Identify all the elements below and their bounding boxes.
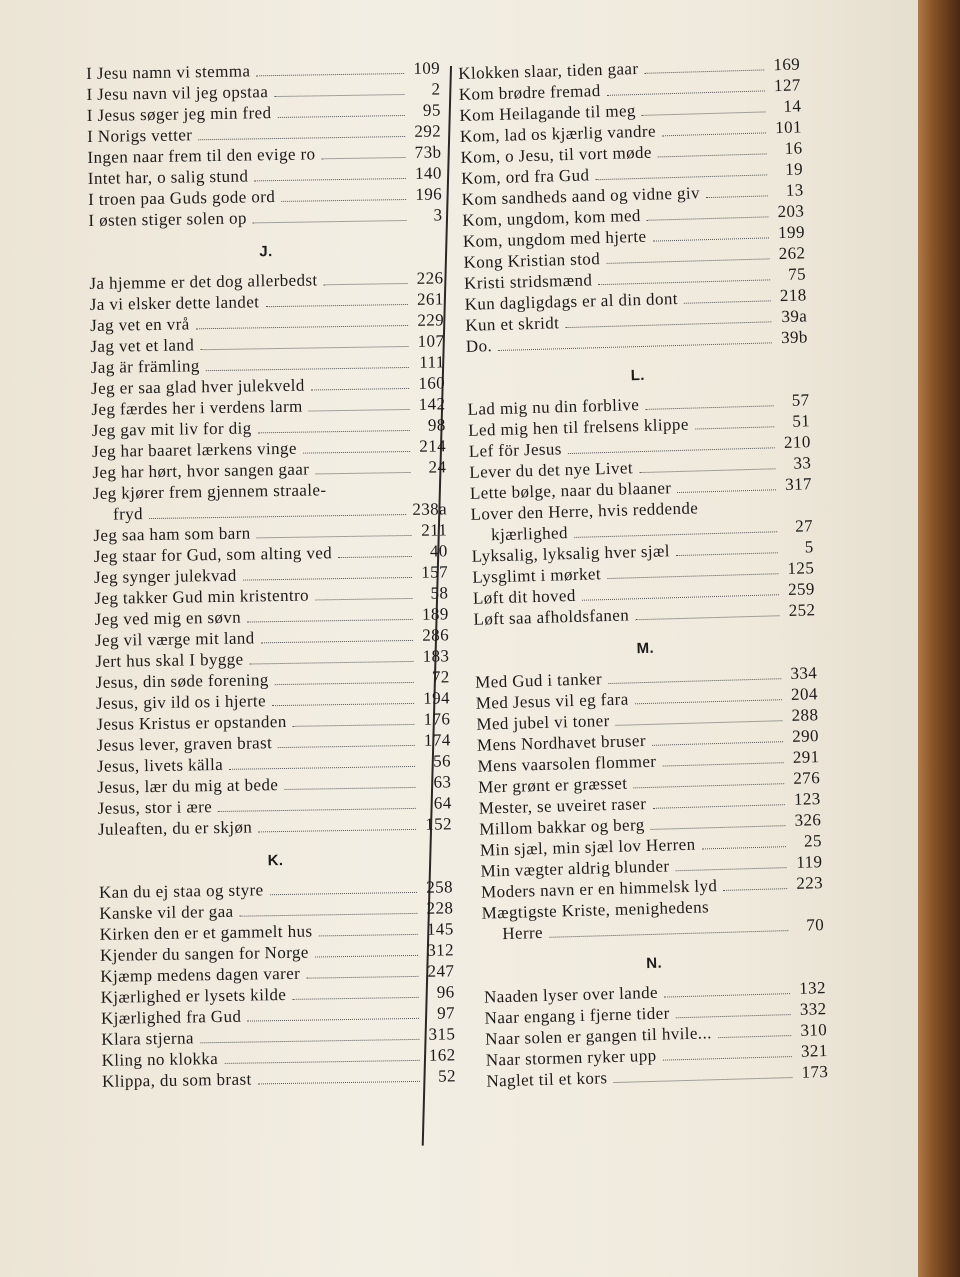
leader-dots bbox=[315, 598, 412, 601]
entry-title: Naaden lyser over lande bbox=[483, 982, 659, 1007]
leader-dots bbox=[652, 804, 784, 809]
index-entry bbox=[102, 1066, 456, 1093]
leader-dots bbox=[664, 993, 790, 998]
leader-dots bbox=[702, 846, 786, 849]
entry-title: Lysglimt i mørket bbox=[472, 564, 602, 587]
entry-page-number: 261 bbox=[416, 289, 444, 309]
entry-title: Lyksalig, lyksalig hver sjæl bbox=[471, 541, 671, 566]
leader-dots bbox=[256, 73, 404, 76]
entry-page-number: 2 bbox=[431, 79, 441, 99]
entry-page-number: 276 bbox=[793, 768, 821, 788]
entry-page-number: 14 bbox=[783, 96, 802, 116]
entry-page-number: 58 bbox=[430, 583, 449, 603]
entry-title: I Jesus søger jeg min fred bbox=[86, 103, 272, 125]
entry-page-number: 39b bbox=[780, 327, 809, 348]
entry-title: Jeg er saa glad hver julekveld bbox=[90, 375, 305, 398]
entry-page-number: 262 bbox=[778, 243, 806, 264]
leader-dots bbox=[706, 195, 768, 198]
entry-page-number: 315 bbox=[428, 1024, 456, 1044]
entry-title: Kom, lad os kjærlig vandre bbox=[459, 121, 657, 146]
entry-page-number: 176 bbox=[423, 709, 451, 729]
entry-title: Med Gud i tanker bbox=[475, 669, 603, 692]
leader-dots bbox=[247, 1018, 419, 1022]
entry-title: Klara stjerna bbox=[101, 1028, 194, 1049]
entry-page-number: 223 bbox=[796, 873, 824, 893]
leader-dots bbox=[613, 1077, 792, 1083]
leader-dots bbox=[250, 661, 414, 665]
entry-title: Jesus, din søde forening bbox=[95, 670, 269, 692]
entry-title: Mens vaarsolen flommer bbox=[477, 751, 657, 776]
entry-page-number: 142 bbox=[418, 394, 446, 414]
wrapped-entry bbox=[481, 894, 824, 946]
entry-title: Jesus, giv ild os i hjerte bbox=[95, 691, 267, 713]
entry-page-number: 317 bbox=[784, 474, 813, 495]
entry-title: Mester, se uveiret raser bbox=[478, 794, 647, 818]
left-column bbox=[86, 58, 456, 1092]
entry-page-number: 96 bbox=[436, 982, 455, 1002]
leader-dots bbox=[647, 216, 769, 220]
entry-page-number: 98 bbox=[427, 415, 446, 435]
leader-dots bbox=[684, 300, 771, 303]
entry-page-number: 25 bbox=[803, 831, 823, 851]
entry-page-number: 140 bbox=[414, 163, 442, 183]
entry-page-number: 214 bbox=[419, 436, 447, 456]
leader-dots bbox=[338, 556, 412, 558]
entry-title: Jesus, stor i ære bbox=[97, 797, 213, 818]
entry-page-number: 19 bbox=[784, 159, 804, 179]
leader-dots bbox=[723, 888, 787, 891]
leader-dots bbox=[206, 367, 409, 371]
entry-title: Med jubel vi toner bbox=[476, 711, 610, 734]
entry-title: Kristi stridsmænd bbox=[463, 270, 593, 293]
entry-title: Juleaften, du er skjøn bbox=[97, 817, 253, 839]
leader-dots bbox=[277, 115, 404, 118]
entry-title: Med Jesus vil eg fara bbox=[475, 689, 629, 713]
leader-dots bbox=[642, 111, 766, 115]
leader-dots bbox=[598, 279, 770, 285]
entry-page-number: 228 bbox=[426, 898, 454, 918]
leader-dots bbox=[198, 136, 405, 140]
entry-page-number: 5 bbox=[804, 537, 814, 557]
entry-page-number: 125 bbox=[787, 558, 815, 578]
entry-page-number: 52 bbox=[437, 1066, 457, 1086]
leader-dots bbox=[645, 405, 773, 410]
leader-dots bbox=[149, 514, 406, 519]
entry-title: Jeg har hørt, hvor sangen gaar bbox=[92, 459, 310, 482]
group-k-tail bbox=[458, 54, 808, 357]
entry-title: Ja vi elsker dette landet bbox=[89, 292, 260, 314]
entry-page-number: 70 bbox=[806, 915, 825, 935]
entry-title: Kanske vil der gaa bbox=[99, 901, 234, 923]
entry-title: I troen paa Guds gode ord bbox=[87, 187, 276, 209]
entry-title: Lad mig nu din forblive bbox=[467, 395, 640, 419]
leader-dots bbox=[606, 258, 769, 264]
entry-title: Klippa, du som brast bbox=[101, 1069, 252, 1091]
entry-title: Kom sandheds aand og vidne giv bbox=[461, 183, 701, 209]
entry-page-number: 326 bbox=[794, 810, 822, 830]
entry-page-number: 97 bbox=[436, 1003, 456, 1023]
entry-title: Do. bbox=[465, 336, 493, 356]
leader-dots bbox=[257, 535, 412, 538]
right-column bbox=[458, 54, 829, 1092]
entry-title-continued: fryd bbox=[112, 504, 144, 524]
leader-dots bbox=[253, 220, 407, 223]
section-j-entries bbox=[89, 268, 446, 484]
entry-title: Jeg vil værge mit land bbox=[94, 628, 255, 650]
leader-dots bbox=[662, 132, 766, 136]
entry-title: Jag vet en vrå bbox=[89, 314, 190, 335]
leader-dots bbox=[281, 199, 406, 202]
entry-title: Lover den Herre, hvis reddende bbox=[470, 498, 699, 524]
entry-title: Mens Nordhavet bruser bbox=[476, 731, 647, 755]
entry-title: Klokken slaar, tiden gaar bbox=[458, 58, 639, 83]
entry-page-number: 334 bbox=[790, 663, 818, 683]
entry-title: Jeg takker Gud min kristentro bbox=[94, 585, 310, 608]
entry-page-number: 173 bbox=[801, 1062, 829, 1082]
entry-page-number: 286 bbox=[422, 625, 450, 645]
leader-dots bbox=[498, 342, 772, 351]
leader-dots bbox=[254, 178, 406, 181]
entry-page-number: 63 bbox=[433, 772, 452, 792]
entry-page-number: 291 bbox=[792, 747, 820, 767]
entry-page-number: 321 bbox=[800, 1041, 828, 1061]
entry-title: Løft dit hoved bbox=[472, 585, 577, 608]
leader-dots bbox=[635, 699, 782, 704]
entry-page-number: 194 bbox=[423, 688, 451, 708]
leader-dots bbox=[582, 594, 779, 601]
leader-dots bbox=[247, 619, 413, 623]
entry-title: Kom brødre fremad bbox=[458, 81, 601, 104]
leader-dots bbox=[676, 552, 778, 556]
entry-page-number: 39a bbox=[781, 306, 808, 327]
entry-title: Kong Kristian stod bbox=[463, 249, 601, 272]
entry-page-number: 145 bbox=[426, 919, 454, 939]
leader-dots bbox=[608, 678, 781, 684]
entry-title: Jesus lever, graven brast bbox=[96, 733, 273, 755]
entry-title: I Jesu namn vi stemma bbox=[86, 61, 251, 83]
entry-page-number: 72 bbox=[431, 667, 450, 687]
entry-page-number: 51 bbox=[792, 411, 811, 431]
section-n-entries bbox=[484, 978, 829, 1093]
entry-page-number: 127 bbox=[773, 75, 801, 96]
leader-dots bbox=[200, 346, 408, 350]
entry-title: Løft saa afholdsfanen bbox=[473, 605, 630, 629]
entry-page-number: 152 bbox=[425, 814, 453, 834]
entry-page-number: 157 bbox=[421, 562, 449, 582]
entry-title-continued: Herre bbox=[502, 922, 544, 944]
entry-title: Jesus, lær du mig at bede bbox=[97, 775, 279, 797]
entry-page-number: 33 bbox=[793, 453, 812, 473]
entry-page-number: 252 bbox=[788, 600, 816, 620]
entry-page-number: 229 bbox=[417, 310, 445, 330]
entry-page-number: 183 bbox=[422, 646, 450, 666]
entry-title: Kom, ord fra Gud bbox=[460, 165, 590, 188]
leader-dots bbox=[224, 1060, 419, 1064]
entry-page-number: 123 bbox=[793, 789, 821, 809]
entry-title: Naar solen er gangen til hvile... bbox=[484, 1023, 712, 1049]
entry-title: Kjæmp medens dagen varer bbox=[100, 963, 301, 986]
section-letter-m: M. bbox=[636, 639, 655, 658]
leader-dots bbox=[265, 304, 407, 307]
entry-title: Kjærlighed er lysets kilde bbox=[100, 984, 287, 1007]
entry-title: Ja hjemme er det dog allerbedst bbox=[89, 270, 318, 293]
entry-title: Lever du det nye Livet bbox=[469, 458, 634, 482]
entry-page-number: 119 bbox=[796, 852, 823, 872]
entry-page-number: 290 bbox=[791, 726, 820, 746]
leader-dots bbox=[218, 808, 416, 812]
leader-dots bbox=[324, 283, 408, 285]
leader-dots bbox=[662, 762, 783, 766]
leader-dots bbox=[275, 682, 414, 685]
leader-dots bbox=[229, 766, 415, 770]
entry-title: Min sjæl, min sjæl lov Herren bbox=[479, 834, 696, 860]
entry-title: I østen stiger solen op bbox=[88, 208, 247, 230]
section-letter-l: L. bbox=[630, 366, 646, 385]
entry-title: Intet har, o salig stund bbox=[87, 166, 249, 188]
leader-dots bbox=[258, 1081, 420, 1085]
entry-page-number: 332 bbox=[799, 999, 827, 1019]
entry-title: Min vægter aldrig blunder bbox=[480, 856, 670, 881]
leader-dots bbox=[695, 426, 774, 429]
entry-page-number: 199 bbox=[777, 222, 806, 243]
section-letter-n: N. bbox=[646, 954, 663, 973]
entry-title: Jag är främling bbox=[90, 356, 200, 377]
leader-dots bbox=[676, 1014, 791, 1018]
entry-page-number: 238a bbox=[412, 499, 448, 519]
leader-dots bbox=[315, 472, 410, 474]
leader-dots bbox=[274, 94, 404, 97]
entry-title: Kling no klokka bbox=[101, 1049, 219, 1070]
entry-page-number: 226 bbox=[416, 268, 444, 288]
leader-dots bbox=[639, 468, 775, 473]
leader-dots bbox=[568, 447, 775, 454]
entry-page-number: 109 bbox=[413, 58, 441, 78]
entry-title: Kom, o Jesu, til vort møde bbox=[460, 142, 653, 167]
entry-page-number: 95 bbox=[422, 100, 441, 120]
leader-dots bbox=[284, 787, 415, 790]
entry-title: Mer grønt er græsset bbox=[477, 773, 628, 797]
section-m-entries bbox=[475, 663, 823, 903]
wrapped-entry bbox=[93, 478, 448, 526]
leader-dots bbox=[595, 174, 767, 180]
entry-title: Mægtigste Kriste, menighedens bbox=[481, 897, 710, 923]
leader-dots bbox=[306, 976, 418, 979]
entry-page-number: 196 bbox=[415, 184, 443, 204]
entry-title: Kom, ungdom, kom med bbox=[462, 205, 642, 230]
leader-dots bbox=[272, 703, 414, 706]
entry-title: Moders navn er en himmelsk lyd bbox=[480, 876, 718, 902]
leader-dots bbox=[607, 90, 765, 95]
entry-title: Led mig hen til frelsens klippe bbox=[467, 414, 690, 440]
entry-page-number: 162 bbox=[428, 1045, 456, 1065]
leader-dots bbox=[676, 867, 787, 871]
leader-dots bbox=[200, 1039, 419, 1043]
entry-title: Naar stormen ryker upp bbox=[485, 1045, 657, 1070]
leader-dots bbox=[549, 930, 788, 938]
entry-page-number: 247 bbox=[427, 961, 455, 981]
leader-dots bbox=[261, 640, 413, 643]
leader-dots bbox=[633, 783, 784, 788]
leader-dots bbox=[607, 573, 778, 579]
leader-dots bbox=[652, 741, 783, 746]
entry-title: Naglet til et kors bbox=[486, 1068, 608, 1091]
entry-title: Jeg færdes her i verdens larm bbox=[91, 396, 303, 419]
index-entry bbox=[98, 814, 452, 841]
leader-dots bbox=[616, 720, 783, 726]
entry-page-number: 101 bbox=[774, 117, 803, 138]
entry-page-number: 107 bbox=[417, 331, 445, 351]
entry-page-number: 16 bbox=[784, 138, 803, 158]
entry-page-number: 218 bbox=[779, 285, 807, 306]
leader-dots bbox=[315, 955, 418, 958]
leader-dots bbox=[635, 615, 779, 620]
entry-title: Jeg gav mit liv for dig bbox=[91, 418, 252, 440]
entry-page-number: 174 bbox=[423, 730, 451, 750]
entry-page-number: 3 bbox=[433, 205, 443, 225]
leader-dots bbox=[293, 724, 415, 727]
leader-dots bbox=[718, 1035, 791, 1038]
entry-page-number: 189 bbox=[421, 604, 449, 624]
leader-dots bbox=[677, 489, 776, 493]
entry-title: Kom, ungdom med hjerte bbox=[462, 226, 647, 251]
entry-title: Kan du ej staa og styre bbox=[98, 880, 264, 902]
leader-dots bbox=[270, 892, 417, 895]
leader-dots bbox=[196, 325, 408, 329]
entry-title: Kun et skridt bbox=[465, 313, 560, 335]
group-i-tail bbox=[86, 58, 443, 232]
entry-title: I Jesu navn vil jeg opstaa bbox=[86, 82, 269, 104]
entry-page-number: 75 bbox=[787, 264, 807, 284]
section-letter-j: J. bbox=[259, 243, 273, 261]
entry-title: Jeg har baaret lærkens vinge bbox=[91, 438, 297, 461]
entry-title: Kom Heilagande til meg bbox=[459, 101, 637, 125]
entry-title: Naar engang i fjerne tider bbox=[484, 1003, 670, 1028]
entry-title: Jert hus skal I bygge bbox=[95, 649, 244, 671]
entry-title: Jag vet et land bbox=[90, 335, 195, 356]
leader-dots bbox=[322, 157, 406, 159]
leader-dots bbox=[663, 1056, 792, 1061]
leader-dots bbox=[303, 451, 410, 454]
leader-dots bbox=[278, 745, 415, 748]
section-k-entries bbox=[99, 877, 456, 1093]
entry-title: Millom bakkar og berg bbox=[479, 815, 645, 839]
entry-title: Lef för Jesus bbox=[468, 439, 563, 461]
leader-dots bbox=[651, 825, 786, 830]
entry-page-number: 57 bbox=[791, 390, 810, 410]
entry-title: Jesus Kristus er opstanden bbox=[96, 711, 287, 734]
leader-dots bbox=[258, 430, 410, 433]
entry-title: Ingen naar frem til den evige ro bbox=[87, 144, 316, 167]
entry-page-number: 310 bbox=[800, 1020, 828, 1040]
leader-dots bbox=[658, 153, 767, 157]
entry-page-number: 211 bbox=[421, 520, 448, 540]
entry-page-number: 111 bbox=[419, 352, 445, 372]
leader-dots bbox=[565, 321, 771, 328]
leader-dots bbox=[292, 997, 418, 1000]
leader-dots bbox=[258, 829, 416, 832]
entry-page-number: 258 bbox=[426, 877, 454, 897]
entry-page-number: 27 bbox=[794, 516, 814, 536]
entry-title: Kirken den er et gammelt hus bbox=[99, 921, 313, 944]
entry-title: I Norigs vetter bbox=[86, 125, 193, 146]
entry-page-number: 292 bbox=[414, 121, 442, 141]
entry-page-number: 24 bbox=[428, 457, 447, 477]
entry-page-number: 64 bbox=[433, 793, 452, 813]
section-j-entries-2 bbox=[93, 520, 452, 841]
index-entry bbox=[88, 205, 442, 232]
entry-page-number: 203 bbox=[777, 201, 805, 222]
leader-dots bbox=[653, 237, 769, 241]
section-l-entries bbox=[467, 390, 812, 505]
entry-page-number: 132 bbox=[798, 978, 827, 998]
entry-page-number: 73b bbox=[414, 142, 442, 162]
entry-page-number: 160 bbox=[418, 373, 446, 393]
entry-page-number: 288 bbox=[791, 705, 819, 725]
leader-dots bbox=[645, 69, 765, 73]
entry-title: Kjærlighed fra Gud bbox=[100, 1006, 242, 1028]
entry-page-number: 13 bbox=[785, 180, 804, 200]
entry-page-number: 40 bbox=[429, 541, 448, 561]
entry-title: Lette bølge, naar du blaaner bbox=[469, 478, 672, 503]
entry-title: Jeg synger julekvad bbox=[93, 565, 237, 587]
leader-dots bbox=[240, 913, 418, 917]
leader-dots bbox=[309, 409, 410, 412]
entry-page-number: 204 bbox=[790, 684, 818, 704]
entry-title: Jeg staar for Gud, som alting ved bbox=[93, 543, 333, 566]
section-l-entries-2 bbox=[471, 537, 815, 631]
entry-page-number: 56 bbox=[433, 751, 452, 771]
entry-title: Jeg saa ham som barn bbox=[93, 523, 251, 545]
leader-dots bbox=[318, 934, 417, 937]
entry-title-continued: kjærlighed bbox=[490, 523, 569, 545]
book-binding-edge bbox=[918, 0, 960, 1277]
leader-dots bbox=[311, 388, 409, 391]
entry-page-number: 169 bbox=[773, 54, 801, 75]
entry-title: Kjender du sangen for Norge bbox=[99, 942, 309, 965]
entry-page-number: 210 bbox=[783, 432, 811, 453]
entry-title: Jeg ved mig en søvn bbox=[94, 607, 242, 629]
entry-title: Jeg kjører frem gjennem straale- bbox=[92, 480, 327, 503]
leader-dots bbox=[574, 531, 777, 538]
entry-title: Kun dagligdags er al din dont bbox=[464, 288, 679, 314]
section-letter-k: K. bbox=[267, 851, 284, 870]
entry-title: Jesus, livets källa bbox=[96, 754, 224, 776]
leader-dots bbox=[243, 577, 412, 581]
entry-page-number: 312 bbox=[427, 940, 455, 960]
entry-page-number: 259 bbox=[787, 579, 816, 599]
